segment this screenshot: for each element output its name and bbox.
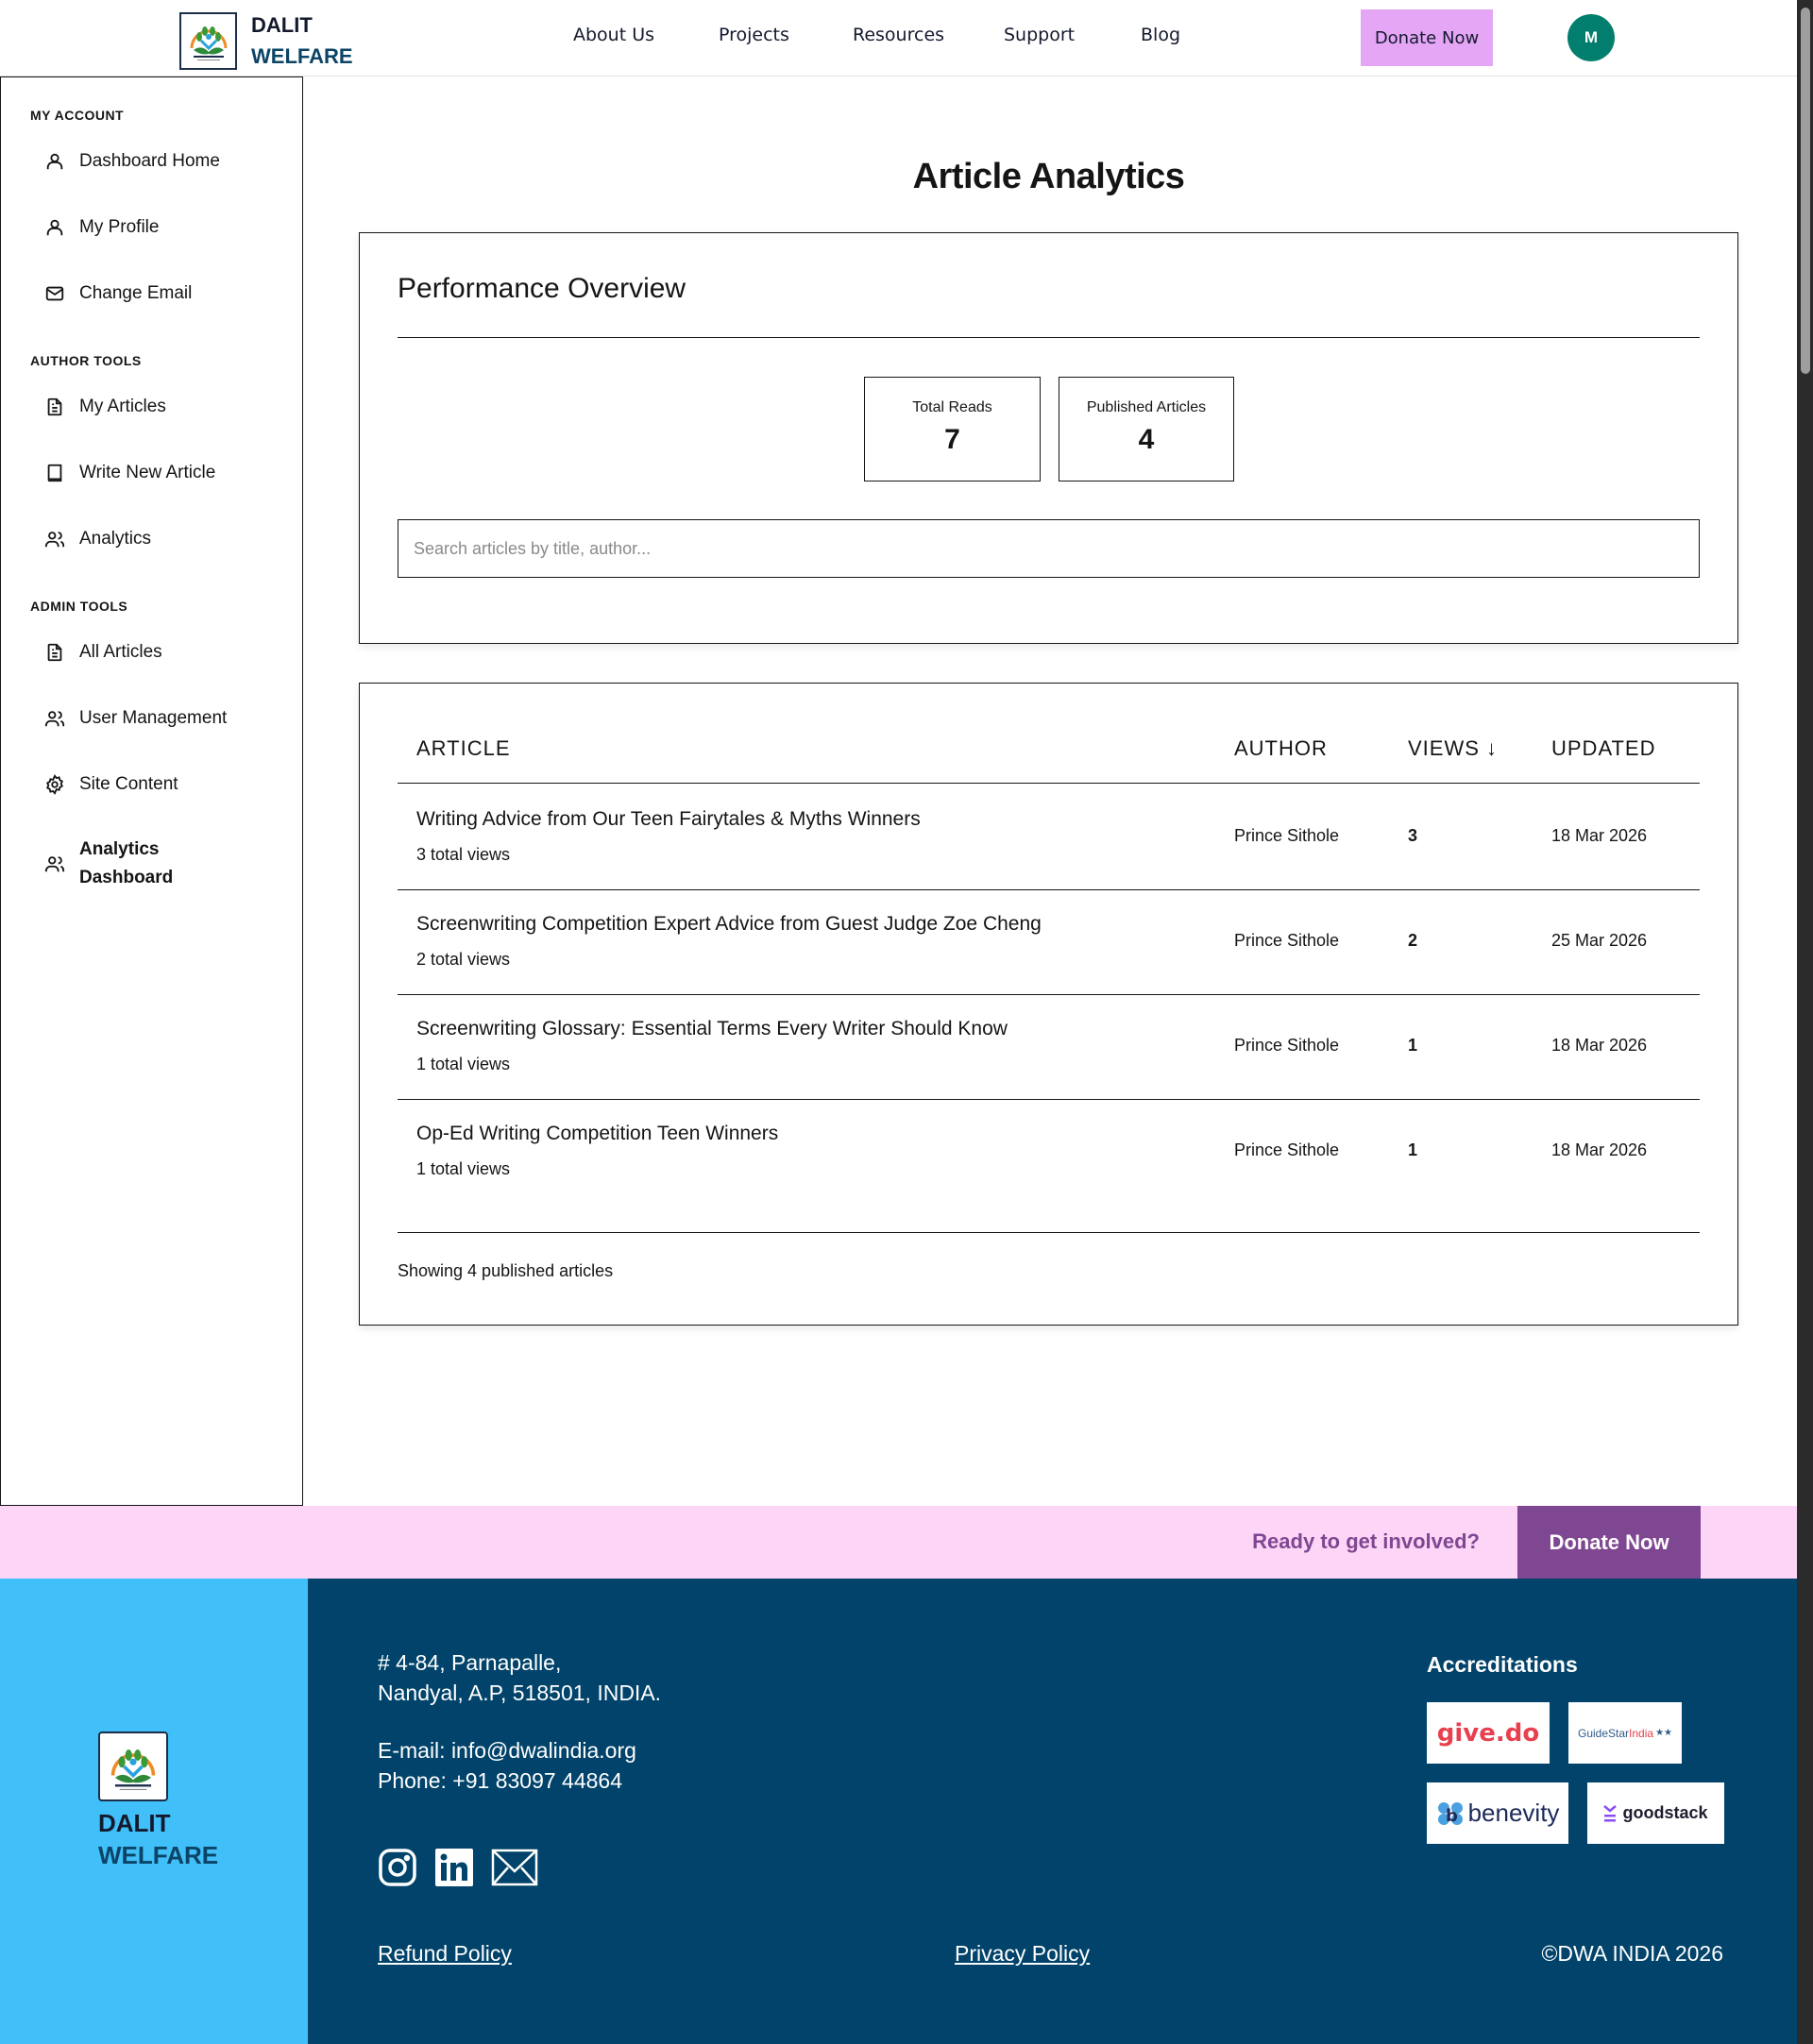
section-admin-tools: ADMIN TOOLS (30, 599, 128, 614)
article-author: Prince Sithole (1234, 1036, 1340, 1055)
column-header-author[interactable]: AUTHOR (1234, 736, 1328, 760)
stat-value: 4 (1138, 424, 1155, 455)
article-title-link[interactable]: Writing Advice from Our Teen Fairytales & Myths Winners (416, 808, 921, 830)
sidebar-item-user-management[interactable] (44, 708, 227, 729)
article-views: 1 (1408, 1140, 1418, 1159)
brand-logo-link[interactable] (179, 9, 353, 72)
article-updated: 18 Mar 2026 (1551, 826, 1648, 845)
article-total-views: 1 total views (416, 1159, 511, 1178)
sidebar-item-label: Analytics (79, 839, 160, 859)
article-views: 1 (1408, 1036, 1418, 1055)
sidebar-item-change-email[interactable] (44, 283, 192, 304)
footer-address (378, 1647, 661, 1708)
nav-support[interactable]: Support (1004, 25, 1076, 45)
sidebar-item-label: My Profile (79, 217, 160, 237)
column-header-updated[interactable]: UPDATED (1551, 736, 1656, 760)
linkedin-icon[interactable] (434, 1848, 474, 1887)
page-title: Article Analytics (912, 157, 1185, 196)
stat-published-articles (1059, 377, 1234, 481)
article-total-views: 2 total views (416, 950, 511, 969)
site-footer (0, 1579, 1797, 2044)
article-updated: 25 Mar 2026 (1551, 931, 1648, 950)
article-views: 3 (1408, 826, 1418, 845)
refund-policy-link[interactable]: Refund Policy (378, 1941, 512, 1966)
footer-brand-panel (0, 1579, 308, 2044)
stat-label: Total Reads (912, 399, 992, 415)
sidebar-item-label: My Articles (79, 397, 166, 416)
sidebar-item-label: User Management (79, 708, 228, 728)
footer-phone[interactable]: Phone: +91 83097 44864 (378, 1768, 622, 1793)
users-icon (44, 708, 65, 729)
sort-desc-arrow-icon: ↓ (1486, 736, 1499, 760)
goodstack-text: goodstack (1622, 1803, 1708, 1822)
table-row (398, 995, 1700, 1100)
users-icon (44, 529, 65, 549)
brand-name-line1: DALIT (251, 13, 313, 37)
instagram-icon[interactable] (378, 1848, 417, 1887)
section-my-account: MY ACCOUNT (30, 108, 125, 123)
copyright: ©DWA INDIA 2026 (1541, 1941, 1723, 1966)
svg-text:b: b (1445, 1805, 1458, 1826)
cta-question: Ready to get involved? (1252, 1529, 1480, 1553)
article-views: 2 (1408, 931, 1418, 950)
article-title-link[interactable]: Screenwriting Glossary: Essential Terms Every Writer Should Know (416, 1018, 1008, 1039)
article-search-input[interactable] (398, 519, 1700, 578)
article-updated: 18 Mar 2026 (1551, 1036, 1648, 1055)
nav-resources[interactable]: Resources (853, 25, 945, 45)
gear-icon (44, 774, 65, 795)
article-total-views: 3 total views (416, 845, 511, 864)
sidebar-item-my-profile[interactable] (44, 217, 159, 238)
document-icon (44, 642, 65, 663)
address-line: # 4-84, Parnapalle, (378, 1650, 562, 1675)
nav-about-us[interactable]: About Us (573, 25, 655, 45)
sidebar-item-analytics[interactable] (44, 529, 151, 549)
dashboard-sidebar (0, 76, 303, 1506)
footer-email[interactable]: E-mail: info@dwalindia.org (378, 1738, 636, 1763)
guidestar-india-logo[interactable] (1568, 1702, 1682, 1764)
sidebar-item-label: Analytics (79, 529, 152, 549)
article-updated: 18 Mar 2026 (1551, 1140, 1648, 1159)
guidestar-india-text: India (1629, 1726, 1654, 1740)
user-avatar[interactable]: M (1567, 14, 1615, 61)
divider (398, 337, 1700, 338)
cta-band (0, 1506, 1797, 1579)
article-title-link[interactable]: Op-Ed Writing Competition Teen Winners (416, 1123, 779, 1144)
guidestar-text: GuideStar (1578, 1726, 1630, 1740)
performance-overview-card (359, 232, 1738, 644)
table-row (398, 1100, 1700, 1233)
footer-brand-line2: WELFARE (98, 1841, 219, 1869)
sidebar-item-my-articles[interactable] (44, 397, 166, 417)
book-icon (44, 463, 65, 483)
column-header-article[interactable]: ARTICLE (416, 736, 511, 760)
article-title-link[interactable]: Screenwriting Competition Expert Advice from Guest Judge Zoe Cheng (416, 913, 1042, 935)
article-author: Prince Sithole (1234, 826, 1340, 845)
goodstack-logo[interactable] (1587, 1782, 1724, 1844)
column-header-views-label: VIEWS (1408, 736, 1480, 760)
logo-icon (179, 12, 237, 70)
column-header-views[interactable] (1408, 736, 1498, 761)
sidebar-item-write-new-article[interactable] (44, 463, 215, 483)
sidebar-item-label: Site Content (79, 774, 178, 794)
nav-blog[interactable]: Blog (1141, 25, 1180, 45)
sidebar-item-all-articles[interactable] (44, 642, 162, 663)
article-author: Prince Sithole (1234, 931, 1340, 950)
stat-label: Published Articles (1086, 399, 1207, 415)
donate-now-button[interactable]: Donate Now (1361, 9, 1493, 66)
sidebar-item-label: Dashboard (79, 868, 174, 887)
benevity-logo[interactable] (1427, 1782, 1568, 1844)
footer-brand-line1: DALIT (98, 1809, 171, 1837)
sidebar-item-site-content[interactable] (44, 774, 178, 795)
stars-icon: ★★ (1655, 1728, 1672, 1738)
brand-name-line2: WELFARE (251, 44, 353, 68)
social-links (378, 1848, 538, 1887)
accreditations-title: Accreditations (1427, 1652, 1578, 1677)
sidebar-item-label: All Articles (79, 642, 162, 662)
page-scrollbar[interactable] (1797, 0, 1813, 2044)
scrollbar-thumb[interactable] (1801, 8, 1810, 374)
table-header (398, 736, 1700, 784)
stat-value: 7 (944, 424, 960, 455)
user-icon (44, 217, 65, 238)
logo-icon (98, 1731, 168, 1801)
goodstack-mark-icon (1603, 1804, 1617, 1823)
benevity-mark-icon (1436, 1801, 1465, 1826)
sidebar-item-dashboard-home[interactable] (44, 151, 220, 172)
address-line: Nandyal, A.P, 518501, INDIA. (378, 1681, 662, 1705)
sidebar-item-label: Write New Article (79, 463, 216, 482)
benevity-text: benevity (1467, 1799, 1560, 1827)
article-total-views: 1 total views (416, 1055, 511, 1073)
document-icon (44, 397, 65, 417)
cta-donate-button[interactable]: Donate Now (1517, 1506, 1701, 1579)
table-summary: Showing 4 published articles (398, 1261, 614, 1280)
sidebar-item-label: Change Email (79, 283, 193, 303)
mail-icon (44, 283, 65, 304)
users-icon (44, 853, 65, 874)
footer-contact (378, 1735, 636, 1796)
sidebar-item-analytics-dashboard[interactable] (44, 836, 173, 892)
articles-table-card (359, 683, 1738, 1326)
givedo-logo[interactable]: give.do (1427, 1702, 1550, 1764)
privacy-policy-link[interactable]: Privacy Policy (955, 1941, 1091, 1966)
article-author: Prince Sithole (1234, 1140, 1340, 1159)
stat-total-reads (864, 377, 1041, 481)
section-author-tools: AUTHOR TOOLS (30, 353, 142, 368)
nav-projects[interactable]: Projects (719, 25, 789, 45)
sidebar-item-label: Dashboard Home (79, 151, 220, 171)
mail-icon[interactable] (491, 1848, 538, 1887)
table-row (398, 890, 1700, 995)
site-header (0, 0, 1797, 76)
table-row (398, 786, 1700, 890)
user-icon (44, 151, 65, 172)
overview-title: Performance Overview (398, 273, 686, 304)
